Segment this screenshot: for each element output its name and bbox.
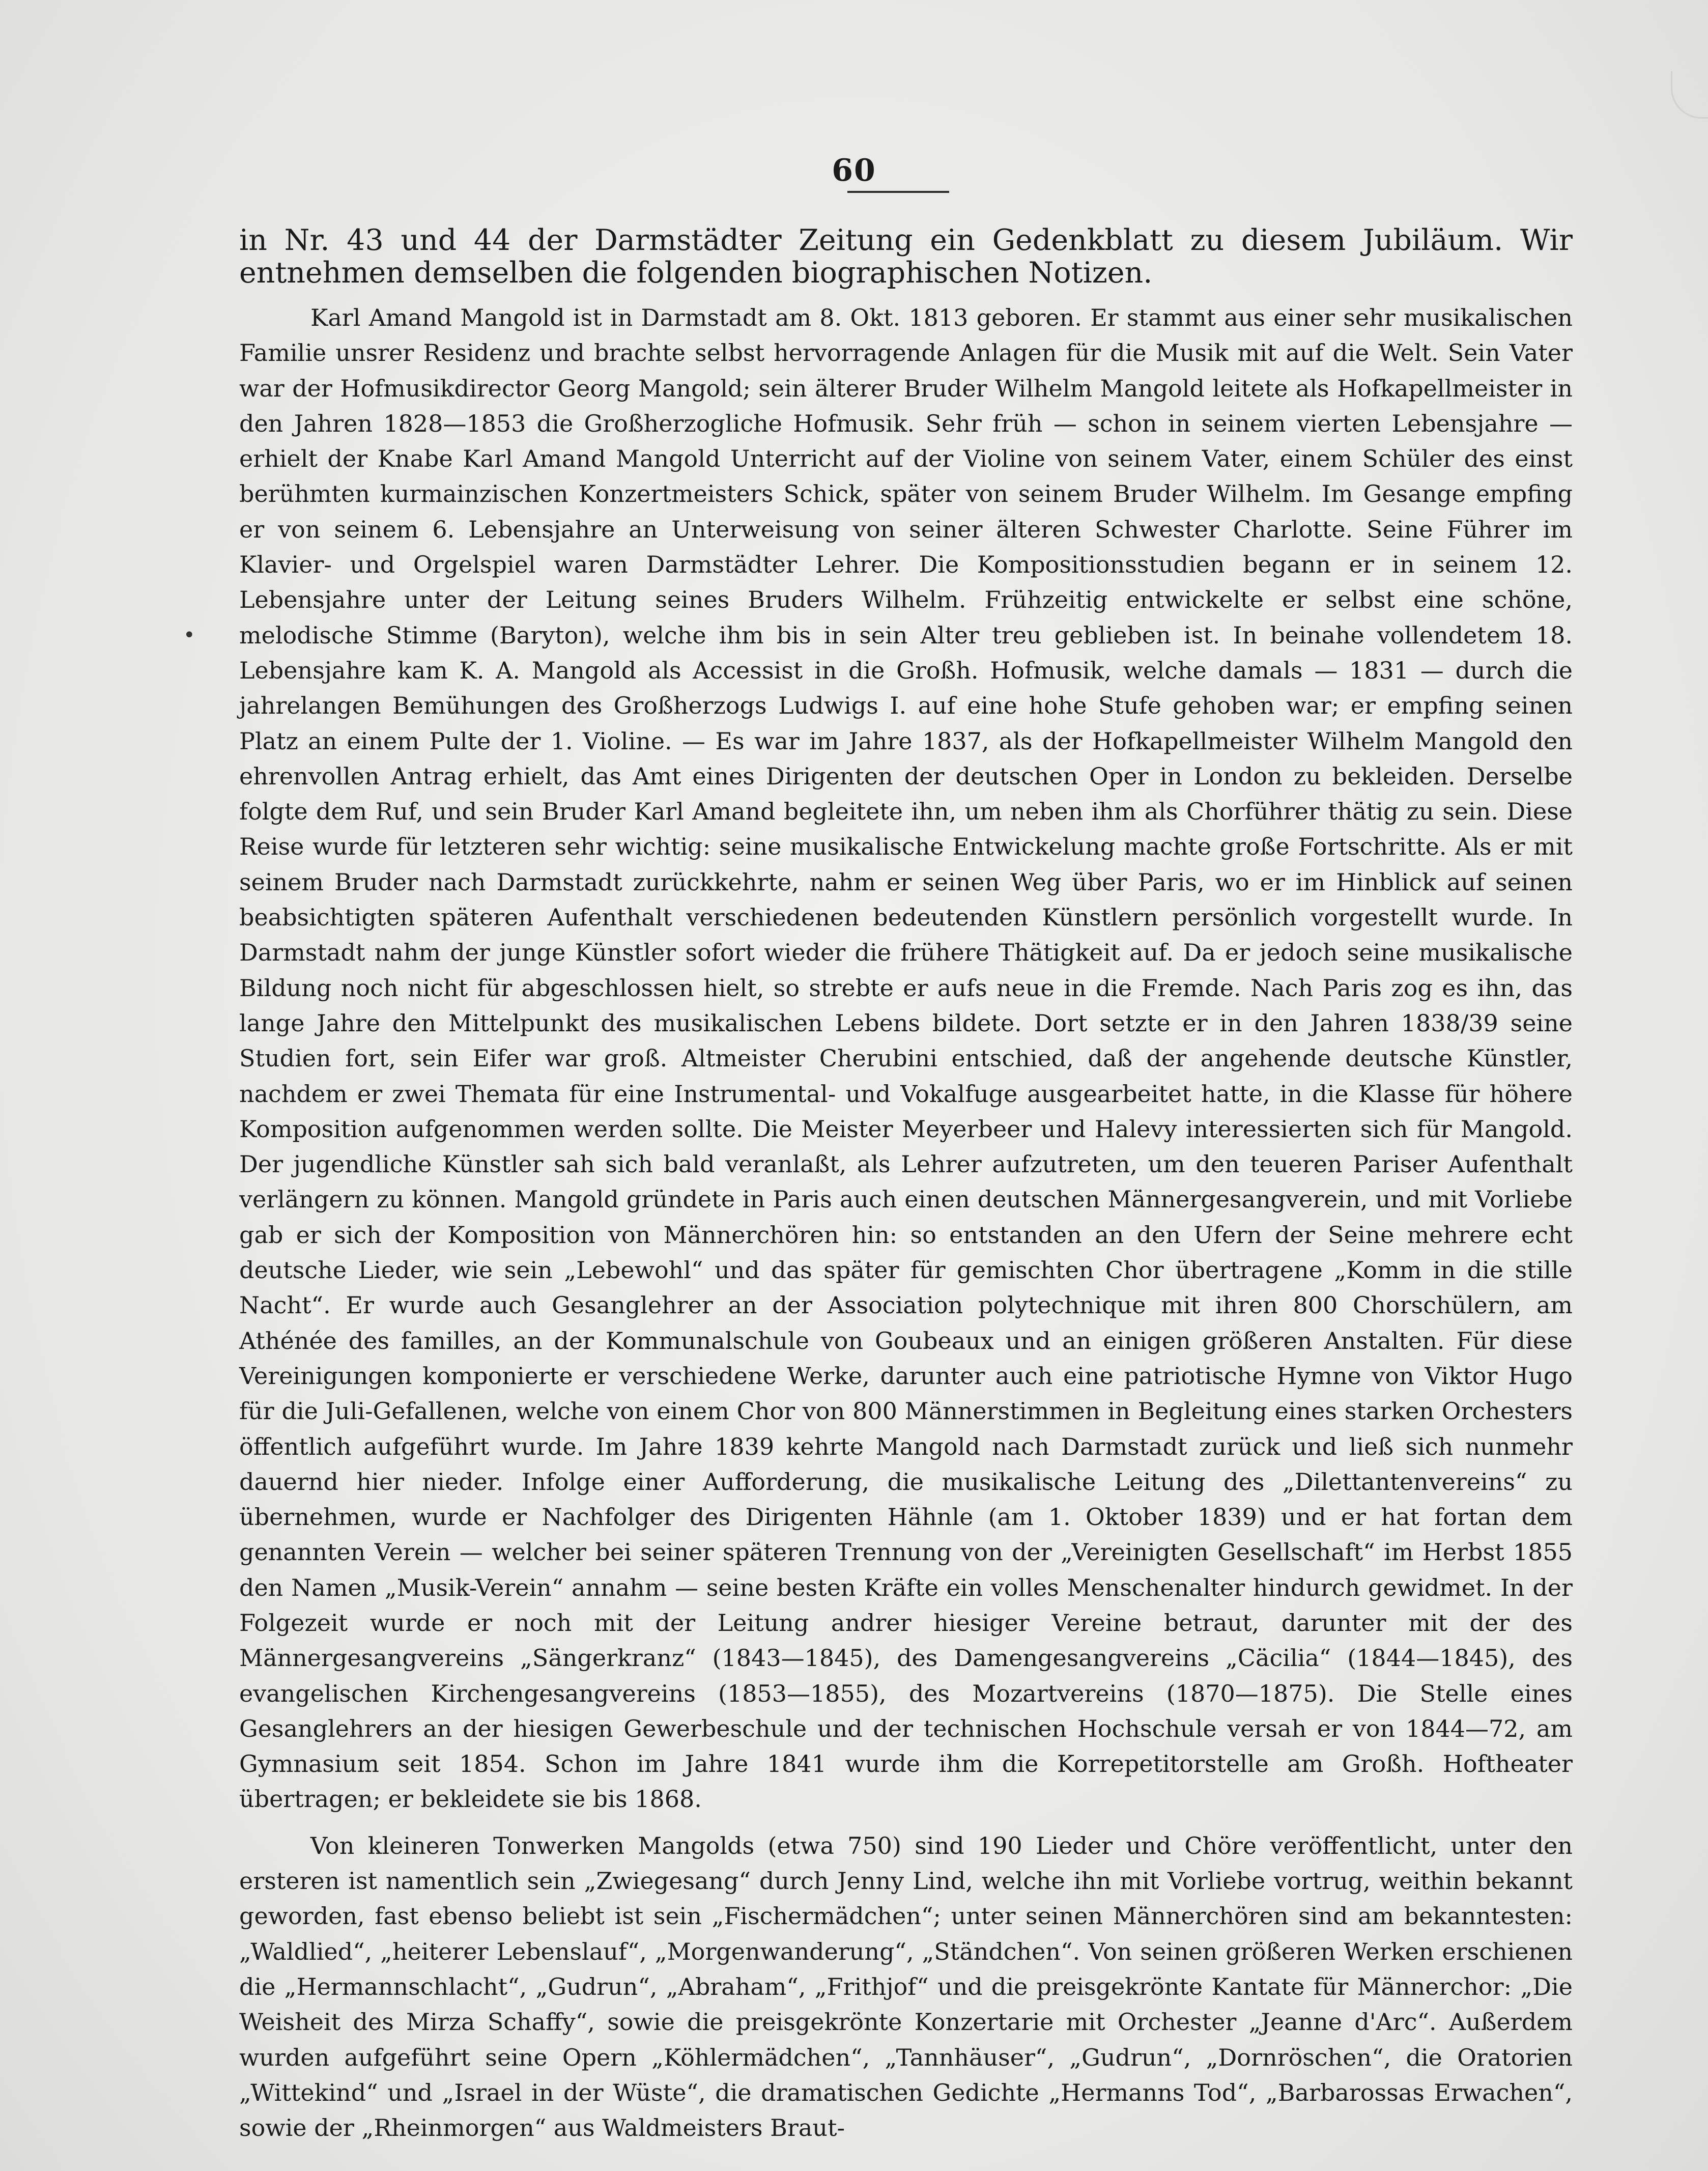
paragraph-works: Von kleineren Tonwerken Mangolds (etwa 750) sind 190 Lieder und Chöre veröffentlicht, unter den ersteren ist namentlich sein „Zwiegesang“ durch Jenny Lind, welche ihn mit Vorliebe vortrug, weithin bekannt geworden, fast ebenso beliebt ist sein „Fischermädchen“; unter seinen Männerchören sind am bekanntesten: „Waldlied“, „heiterer Lebenslauf“, „Morgenwanderung“, „Ständchen“. Von seinen größeren Werken erschienen die „Hermannschlacht“, „Gudrun“, „Abraham“, „Frithjof“ und die preisgekrönte Kantate für Männerchor: „Die Weisheit des Mirza Schaffy“, sowie die preisgekrönte Konzertarie mit Orchester „Jeanne d'Arc“. Außerdem wurden aufgeführt seine Opern „Köhlermädchen“, „Tannhäuser“, „Gudrun“, „Dornröschen“, die Oratorien „Wittekind“ und „Israel in der Wüste“, die dramatischen Gedichte „Hermanns Tod“, „Barbarossas Erwachen“, sowie der „Rheinmorgen“ aus Waldmeisters Braut-	[239, 1831, 1573, 2142]
body-text	[239, 224, 1573, 2146]
page-number-underline	[847, 191, 949, 193]
page-corner-curl	[1671, 71, 1708, 119]
margin-mark: •	[183, 624, 195, 647]
lead-paragraph: in Nr. 43 und 44 der Darmstädter Zeitung ein Gedenkblatt zu diesem Jubiläum. Wir entnehmen demselben die folgenden biographischen Notizen.	[239, 223, 1573, 290]
paragraph-biography: Karl Amand Mangold ist in Darmstadt am 8. Okt. 1813 geboren. Er stammt aus einer sehr musikalischen Familie unsrer Residenz und brachte selbst hervorragende Anlagen für die Musik mit auf die Welt. Sein Vater war der Hofmusikdirector Georg Mangold; sein älterer Bruder Wilhelm Mangold leitete als Hofkapellmeister in den Jahren 1828—1853 die Großherzogliche Hofmusik. Sehr früh — schon in seinem vierten Lebensjahre — erhielt der Knabe Karl Amand Mangold Unterricht auf der Violine von seinem Vater, einem Schüler des einst berühmten kurmainzischen Konzertmeisters Schick, später von seinem Bruder Wilhelm. Im Gesange empfing er von seinem 6. Lebensjahre an Unterweisung von seiner älteren Schwester Charlotte. Seine Führer im Klavier- und Orgelspiel waren Darmstädter Lehrer. Die Kompositionsstudien begann er in seinem 12. Lebensjahre unter der Leitung seines Bruders Wilhelm. Frühzeitig entwickelte er selbst eine schöne, melodische Stimme (Baryton), welche ihm bis in sein Alter treu geblieben ist. In beinahe vollendetem 18. Lebensjahre kam K. A. Mangold als Accessist in die Großh. Hofmusik, welche damals — 1831 — durch die jahrelangen Bemühungen des Großherzogs Ludwigs I. auf eine hohe Stufe gehoben war; er empfing seinen Platz an einem Pulte der 1. Violine. — Es war im Jahre 1837, als der Hofkapellmeister Wilhelm Mangold den ehrenvollen Antrag erhielt, das Amt eines Dirigenten der deutschen Oper in London zu bekleiden. Derselbe folgte dem Ruf, und sein Bruder Karl Amand begleitete ihn, um neben ihm als Chorführer thätig zu sein. Diese Reise wurde für letzteren sehr wichtig: seine musikalische Entwickelung machte große Fortschritte. Als er mit seinem Bruder nach Darmstadt zurückkehrte, nahm er seinen Weg über Paris, wo er im Hinblick auf seinen beabsichtigten späteren Aufenthalt verschiedenen bedeutenden Künstlern persönlich vorgestellt wurde. In Darmstadt nahm der junge Künstler sofort wieder die frühere Thätigkeit auf. Da er jedoch seine musikalische Bildung noch nicht für abgeschlossen hielt, so strebte er aufs neue in die Fremde. Nach Paris zog es ihn, das lange Jahre den Mittelpunkt des musikalischen Lebens bildete. Dort setzte er in den Jahren 1838/39 seine Studien fort, sein Eifer war groß. Altmeister Cherubini entschied, daß der angehende deutsche Künstler, nachdem er zwei Themata für eine Instrumental- und Vokalfuge ausgearbeitet hatte, in die Klasse für höhere Komposition aufgenommen werden sollte. Die Meister Meyerbeer und Halevy interessierten sich für Mangold. Der jugendliche Künstler sah sich bald veranlaßt, als Lehrer aufzutreten, um den teueren Pariser Aufenthalt verlängern zu können. Mangold gründete in Paris auch einen deutschen Männergesangverein, und mit Vorliebe gab er sich der Komposition von Männerchören hin: so entstanden an den Ufern der Seine mehrere echt deutsche Lieder, wie sein „Lebewohl“ und das später für gemischten Chor übertragene „Komm in die stille Nacht“. Er wurde auch Gesanglehrer an der Association polytechnique mit ihren 800 Chorschülern, am Athénée des familles, an der Kommunalschule von Goubeaux und an einigen größeren Anstalten. Für diese Vereinigungen komponierte er verschiedene Werke, darunter auch eine patriotische Hymne von Viktor Hugo für die Juli-Gefallenen, welche von einem Chor von 800 Männerstimmen in Begleitung eines starken Orchesters öffentlich aufgeführt wurde. Im Jahre 1839 kehrte Mangold nach Darmstadt zurück und ließ sich nunmehr dauernd hier nieder. Infolge einer Aufforderung, die musikalische Leitung des „Dilettantenvereins“ zu übernehmen, wurde er Nachfolger des Dirigenten Hähnle (am 1. Oktober 1839) und er hat fortan dem genannten Verein — welcher bei seiner späteren Trennung von der „Vereinigten Gesellschaft“ im Herbst 1855 den Namen „Musik-Verein“ annahm — seine besten Kräfte ein volles Menschenalter hindurch gewidmet. In der Folgezeit wurde er noch mit der Leitung andrer hiesiger Vereine betraut, darunter mit der des Männergesangvereins „Sängerkranz“ (1843—1845), des Damengesangvereins „Cäcilia“ (1844—1845), des evangelischen Kirchengesangvereins (1853—1855), des Mozartvereins (1870—1875). Die Stelle eines Gesanglehrers an der hiesigen Gewerbeschule und der technischen Hochschule versah er von 1844—72, am Gymnasium seit 1854. Schon im Jahre 1841 wurde ihm die Korrepetitorstelle am Großh. Hoftheater übertragen; er bekleidete sie bis 1868.	[239, 304, 1573, 1813]
page-number: 60	[832, 153, 876, 188]
